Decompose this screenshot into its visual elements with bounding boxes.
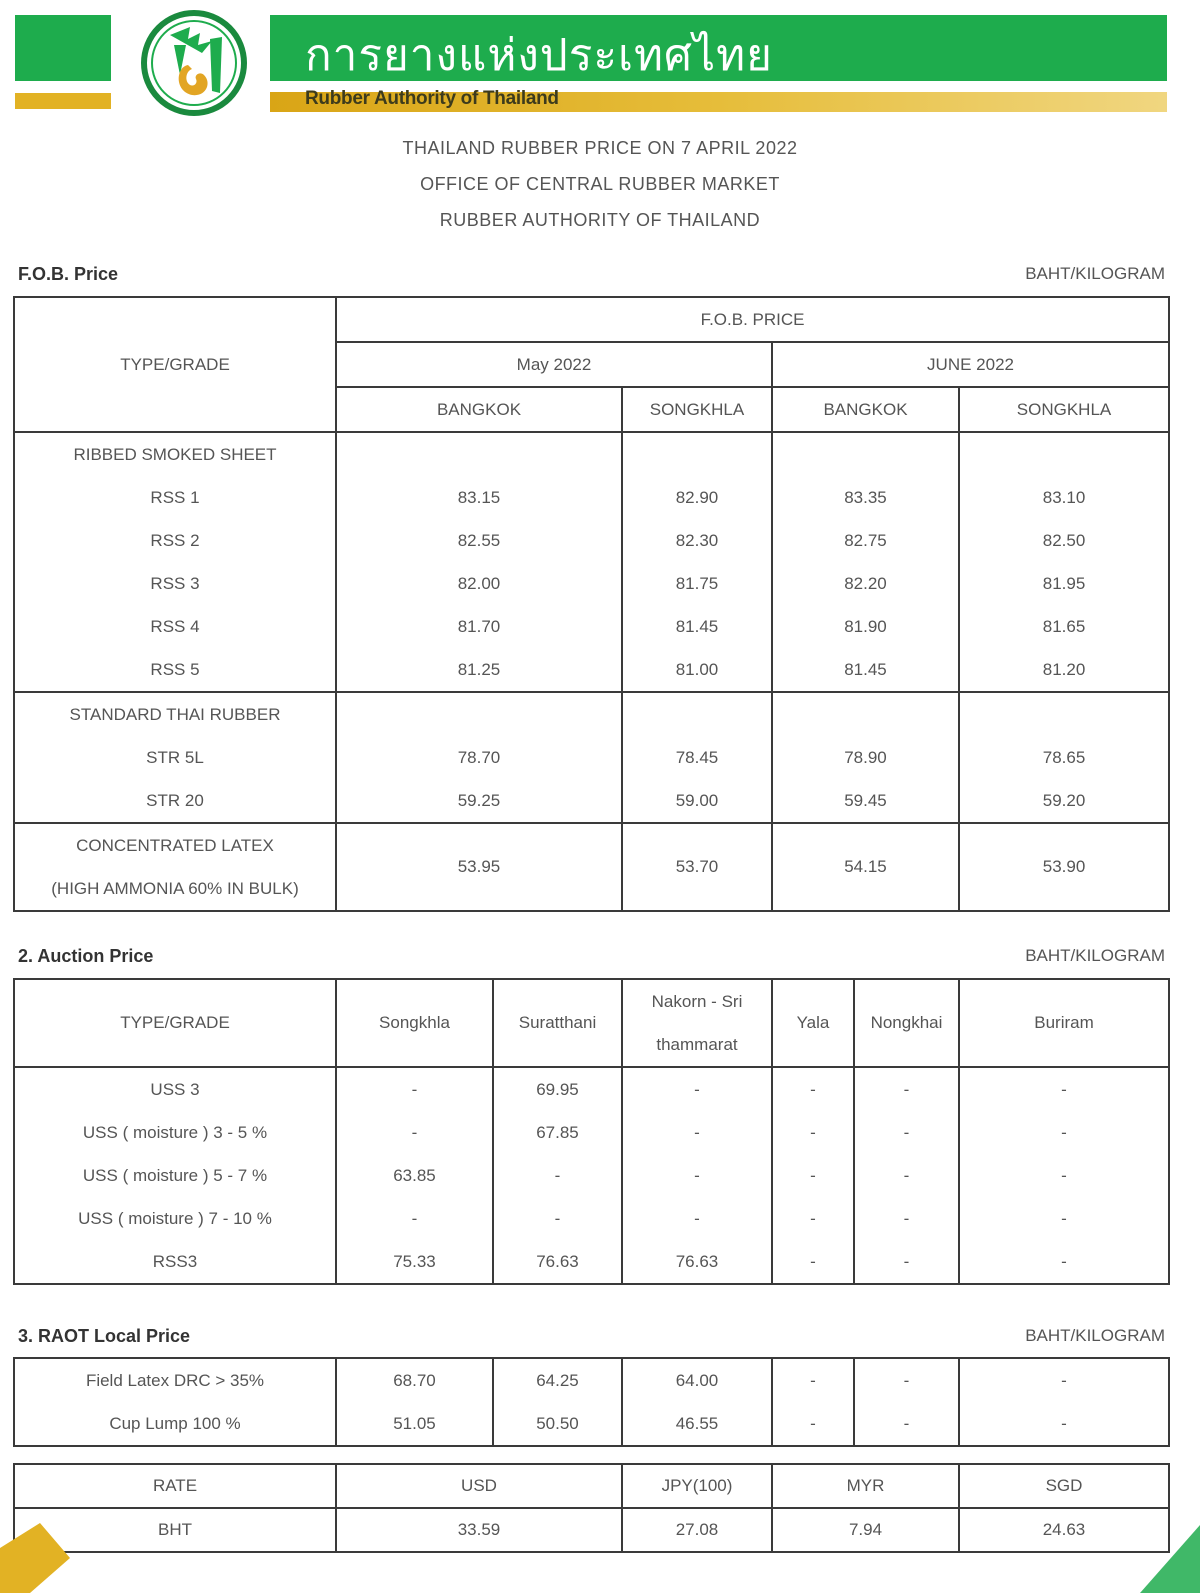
- header-gold-bar: [15, 93, 111, 109]
- price-cell: 59.00: [622, 779, 772, 823]
- price-cell: 78.90: [772, 736, 959, 779]
- price-cell: 54.15: [772, 823, 959, 911]
- price-cell: 53.70: [622, 823, 772, 911]
- local-section-title: 3. RAOT Local Price: [18, 1326, 191, 1346]
- currency-header: JPY(100): [622, 1464, 772, 1508]
- price-cell: 50.50: [493, 1402, 622, 1446]
- report-authority: RUBBER AUTHORITY OF THAILAND: [439, 210, 761, 230]
- price-cell: 81.95: [959, 562, 1169, 605]
- rss-heading: RIBBED SMOKED SHEET: [14, 432, 336, 476]
- price-cell: 59.20: [959, 779, 1169, 823]
- table-row: [14, 1464, 1169, 1508]
- auction-price-table: [13, 978, 1170, 1285]
- price-cell: -: [772, 1197, 854, 1240]
- price-cell: -: [959, 1197, 1169, 1240]
- price-cell: 63.85: [336, 1154, 493, 1197]
- price-cell: -: [336, 1197, 493, 1240]
- price-cell: 81.70: [336, 605, 622, 648]
- price-cell: -: [493, 1154, 622, 1197]
- grade-label: RSS 2: [14, 519, 336, 562]
- price-cell: 78.45: [622, 736, 772, 779]
- market-header: Songkhla: [336, 979, 493, 1067]
- port-header: BANGKOK: [772, 387, 959, 432]
- market-header: Suratthani: [493, 979, 622, 1067]
- local-price-table: [13, 1357, 1170, 1447]
- auction-section-title: 2. Auction Price: [18, 946, 154, 966]
- price-cell: -: [959, 1154, 1169, 1197]
- port-header: SONGKHLA: [622, 387, 772, 432]
- price-cell: 51.05: [336, 1402, 493, 1446]
- rate-row-label: BHT: [14, 1508, 336, 1552]
- price-cell: -: [959, 1240, 1169, 1284]
- price-cell: 81.65: [959, 605, 1169, 648]
- price-cell: -: [854, 1154, 959, 1197]
- table-row: [14, 1358, 1169, 1402]
- price-cell: 53.95: [336, 823, 622, 911]
- price-cell: 68.70: [336, 1358, 493, 1402]
- market-header: Nongkhai: [854, 979, 959, 1067]
- table-row: [14, 1111, 1169, 1154]
- currency-header: USD: [336, 1464, 622, 1508]
- price-cell: 75.33: [336, 1240, 493, 1284]
- price-cell: -: [959, 1402, 1169, 1446]
- corner-decoration-icon: [1100, 1525, 1200, 1593]
- price-cell: -: [854, 1197, 959, 1240]
- market-header: Buriram: [959, 979, 1169, 1067]
- price-cell: 76.63: [622, 1240, 772, 1284]
- auction-unit: BAHT/KILOGRAM: [1025, 946, 1165, 965]
- currency-header: SGD: [959, 1464, 1169, 1508]
- currency-header: MYR: [772, 1464, 959, 1508]
- price-cell: -: [854, 1358, 959, 1402]
- price-cell: -: [854, 1111, 959, 1154]
- header-green-bar: [15, 15, 111, 81]
- price-cell: 83.35: [772, 476, 959, 519]
- price-cell: 82.30: [622, 519, 772, 562]
- grade-label: RSS 3: [14, 562, 336, 605]
- price-cell: -: [959, 1111, 1169, 1154]
- price-cell: -: [772, 1358, 854, 1402]
- price-cell: -: [336, 1111, 493, 1154]
- table-row: [14, 648, 1169, 692]
- price-cell: -: [622, 1067, 772, 1111]
- price-cell: -: [854, 1067, 959, 1111]
- price-cell: 82.20: [772, 562, 959, 605]
- month-header-may: May 2022: [336, 342, 772, 387]
- price-cell: 81.45: [772, 648, 959, 692]
- rate-cell: 24.63: [959, 1508, 1169, 1552]
- price-cell: -: [772, 1402, 854, 1446]
- port-header: SONGKHLA: [959, 387, 1169, 432]
- grade-label: Field Latex DRC > 35%: [14, 1358, 336, 1402]
- rate-header: RATE: [14, 1464, 336, 1508]
- table-row: [14, 1067, 1169, 1111]
- price-cell: 64.00: [622, 1358, 772, 1402]
- fob-price-header: F.O.B. PRICE: [336, 297, 1169, 342]
- price-cell: -: [622, 1111, 772, 1154]
- price-cell: -: [772, 1154, 854, 1197]
- price-cell: 78.70: [336, 736, 622, 779]
- table-row: [14, 562, 1169, 605]
- table-row: [14, 1402, 1169, 1446]
- table-row: [14, 605, 1169, 648]
- rate-cell: 27.08: [622, 1508, 772, 1552]
- price-cell: -: [959, 1358, 1169, 1402]
- report-title: THAILAND RUBBER PRICE ON 7 APRIL 2022: [402, 138, 798, 158]
- grade-label: STR 5L: [14, 736, 336, 779]
- price-cell: -: [622, 1197, 772, 1240]
- table-row: [14, 519, 1169, 562]
- grade-label: RSS 1: [14, 476, 336, 519]
- table-row: [14, 1197, 1169, 1240]
- market-header: Yala: [772, 979, 854, 1067]
- price-cell: -: [622, 1154, 772, 1197]
- price-cell: 78.65: [959, 736, 1169, 779]
- price-cell: 81.00: [622, 648, 772, 692]
- grade-label: USS ( moisture ) 7 - 10 %: [14, 1197, 336, 1240]
- grade-label: RSS3: [14, 1240, 336, 1284]
- table-row: [14, 779, 1169, 823]
- price-cell: -: [854, 1240, 959, 1284]
- type-grade-header: TYPE/GRADE: [14, 297, 336, 432]
- organization-thai-name: การยางแห่งประเทศไทย: [305, 30, 773, 81]
- price-cell: -: [854, 1402, 959, 1446]
- port-header: BANGKOK: [336, 387, 622, 432]
- price-cell: -: [959, 1067, 1169, 1111]
- grade-label: USS ( moisture ) 5 - 7 %: [14, 1154, 336, 1197]
- fob-price-table: [13, 296, 1170, 912]
- table-row: [14, 476, 1169, 519]
- price-cell: -: [772, 1240, 854, 1284]
- price-cell: 59.25: [336, 779, 622, 823]
- table-row: [14, 823, 1169, 867]
- grade-label: RSS 5: [14, 648, 336, 692]
- table-row: [14, 736, 1169, 779]
- table-row: [14, 692, 1169, 736]
- price-cell: 64.25: [493, 1358, 622, 1402]
- table-row: [14, 432, 1169, 476]
- report-office: OFFICE OF CENTRAL RUBBER MARKET: [420, 174, 780, 194]
- type-grade-header: TYPE/GRADE: [14, 979, 336, 1067]
- table-row: [14, 1240, 1169, 1284]
- market-header-line2: thammarat: [622, 1023, 772, 1067]
- price-cell: 82.90: [622, 476, 772, 519]
- price-cell: 67.85: [493, 1111, 622, 1154]
- price-cell: 82.50: [959, 519, 1169, 562]
- price-cell: 81.45: [622, 605, 772, 648]
- price-cell: 81.75: [622, 562, 772, 605]
- market-header: Nakorn - Sri: [622, 979, 772, 1023]
- price-cell: -: [772, 1067, 854, 1111]
- latex-label-line1: CONCENTRATED LATEX: [14, 823, 336, 867]
- price-cell: 59.45: [772, 779, 959, 823]
- price-cell: -: [493, 1197, 622, 1240]
- local-unit: BAHT/KILOGRAM: [1025, 1326, 1165, 1345]
- price-cell: 83.15: [336, 476, 622, 519]
- exchange-rate-table: [13, 1463, 1170, 1553]
- fob-section-title: F.O.B. Price: [18, 264, 119, 284]
- month-header-june: JUNE 2022: [772, 342, 1169, 387]
- price-cell: 81.20: [959, 648, 1169, 692]
- grade-label: USS 3: [14, 1067, 336, 1111]
- rate-cell: 7.94: [772, 1508, 959, 1552]
- price-cell: 82.55: [336, 519, 622, 562]
- table-row: [14, 1508, 1169, 1552]
- price-cell: -: [772, 1111, 854, 1154]
- organization-english-name: Rubber Authority of Thailand: [305, 88, 559, 109]
- corner-decoration-icon: [0, 1518, 70, 1593]
- latex-label-line2: (HIGH AMMONIA 60% IN BULK): [14, 867, 336, 911]
- grade-label: RSS 4: [14, 605, 336, 648]
- table-row: [14, 1154, 1169, 1197]
- fob-unit: BAHT/KILOGRAM: [1025, 264, 1165, 283]
- price-cell: 69.95: [493, 1067, 622, 1111]
- price-cell: 82.75: [772, 519, 959, 562]
- price-cell: 82.00: [336, 562, 622, 605]
- price-cell: 81.25: [336, 648, 622, 692]
- price-cell: 53.90: [959, 823, 1169, 911]
- price-cell: -: [336, 1067, 493, 1111]
- price-cell: 76.63: [493, 1240, 622, 1284]
- str-heading: STANDARD THAI RUBBER: [14, 692, 336, 736]
- rate-cell: 33.59: [336, 1508, 622, 1552]
- raot-logo-icon: [140, 5, 248, 117]
- grade-label: Cup Lump 100 %: [14, 1402, 336, 1446]
- price-cell: 83.10: [959, 476, 1169, 519]
- grade-label: USS ( moisture ) 3 - 5 %: [14, 1111, 336, 1154]
- price-cell: 81.90: [772, 605, 959, 648]
- price-cell: 46.55: [622, 1402, 772, 1446]
- grade-label: STR 20: [14, 779, 336, 823]
